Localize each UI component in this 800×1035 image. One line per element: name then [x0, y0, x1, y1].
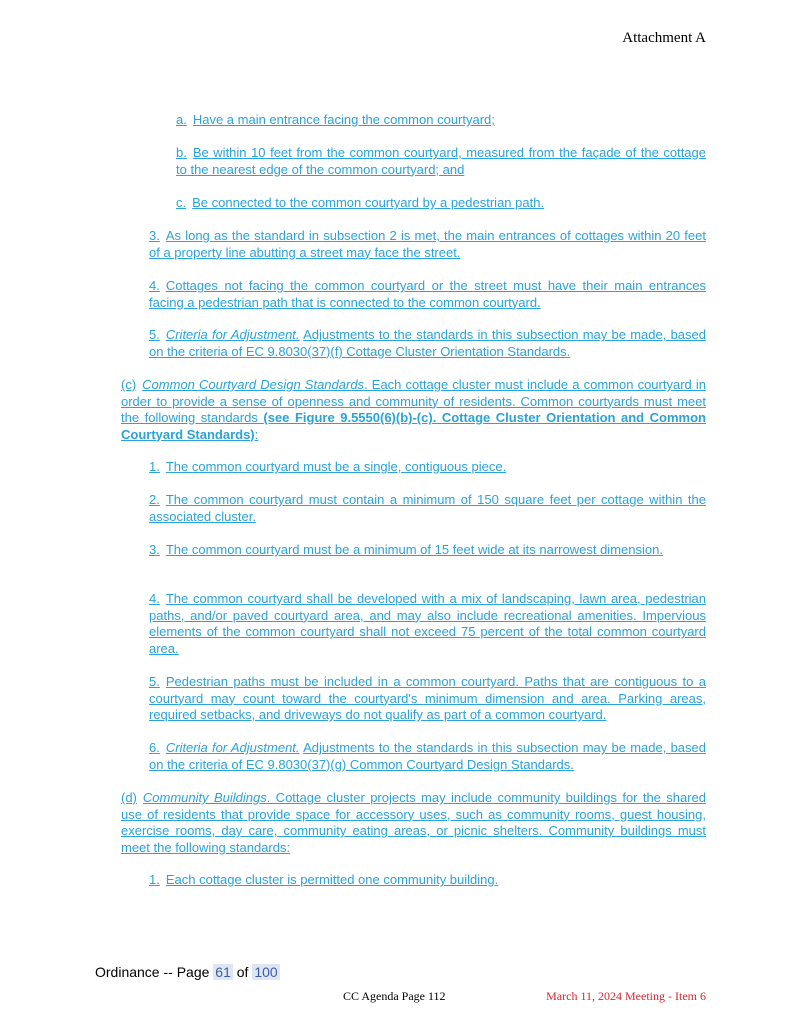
- item-b: [176, 145, 706, 178]
- section-c: [121, 377, 706, 443]
- courtyard-item-4-num: 4.: [149, 591, 160, 606]
- section-d-text: . Cottage cluster projects may include community buildings for the shared use of residents that provide space for accessory uses, such as community rooms, guest housing, exercise rooms, day care, community eating areas, or picnic shelters. Community buildings must meet the following standards:: [121, 790, 707, 855]
- courtyard-item-6-num: 6.: [149, 740, 160, 755]
- section-c-bold: (see Figure 9.5550(6)(b)-(c). Cottage Cluster Orientation and Common Courtyard Standards): [121, 410, 706, 442]
- courtyard-item-3: [149, 542, 706, 559]
- courtyard-item-1-text: The common courtyard must be a single, contiguous piece.: [165, 459, 507, 474]
- section-d-num: (d): [121, 790, 137, 805]
- item-5-text: Adjustments to the standards in this subsection may be made, based on the criteria of EC 9.8030(37)(f) Cottage Cluster Orientation Standards.: [149, 327, 706, 359]
- item-a: [176, 112, 706, 129]
- courtyard-item-6-text: Adjustments to the standards in this subsection may be made, based on the criteria of EC 9.8030(37)(g) Common Courtyard Design Standards.: [149, 740, 706, 772]
- courtyard-item-5-num: 5.: [149, 674, 160, 689]
- page-current: 61: [215, 964, 231, 980]
- item-5: [149, 327, 706, 360]
- item-b-num: b.: [176, 145, 187, 160]
- item-3: [149, 228, 706, 261]
- meeting-item: March 11, 2024 Meeting - Item 6: [546, 989, 706, 1003]
- item-c-num: c.: [176, 195, 187, 210]
- courtyard-item-6: [149, 740, 706, 773]
- courtyard-item-4: [149, 591, 706, 657]
- item-3-num: 3.: [149, 228, 160, 243]
- page-footer-ordinance: [95, 964, 280, 980]
- item-5-num: 5.: [149, 327, 160, 342]
- community-item-1: [149, 872, 706, 889]
- courtyard-item-2-text: The common courtyard must contain a minimum of 150 square feet per cottage within the associated cluster.: [149, 492, 706, 524]
- section-d: [121, 790, 706, 856]
- item-a-text: Have a main entrance facing the common courtyard;: [192, 112, 495, 127]
- agenda-page: CC Agenda Page 112: [343, 989, 446, 1003]
- courtyard-item-4-text: The common courtyard shall be developed with a mix of landscaping, lawn area, pedestrian paths, and/or paved courtyard area, and may also include recreational amenities. Impervious elements of the common courtyard shall not exceed 75 percent of the total common courtyard area.: [149, 591, 706, 656]
- item-3-text: As long as the standard in subsection 2 is met, the main entrances of cottages within 20 feet of a property line abutting a street may face the street.: [149, 228, 706, 260]
- section-c-num: (c): [121, 377, 137, 392]
- item-4: [149, 278, 706, 311]
- community-item-1-num: 1.: [149, 872, 160, 887]
- courtyard-item-6-italic: Criteria for Adjustment.: [165, 740, 300, 755]
- item-b-text: Be within 10 feet from the common courtyard, measured from the façade of the cottage to the nearest edge of the common courtyard; and: [176, 145, 706, 177]
- section-c-text: . Each cottage cluster must include a common courtyard in order to provide a sense of openness and community of residents. Common courtyards must meet the following standards: [121, 377, 706, 425]
- section-c-tail: :: [254, 426, 259, 442]
- item-4-num: 4.: [149, 278, 160, 293]
- courtyard-item-3-num: 3.: [149, 542, 160, 557]
- courtyard-item-3-text: The common courtyard must be a minimum of 15 feet wide at its narrowest dimension.: [165, 542, 663, 557]
- page-total: 100: [254, 964, 278, 980]
- section-c-italic: Common Courtyard Design Standards: [142, 377, 365, 392]
- item-a-num: a.: [176, 112, 187, 127]
- attachment-label: Attachment A: [622, 30, 706, 46]
- item-5-italic: Criteria for Adjustment.: [165, 327, 300, 342]
- courtyard-item-5: [149, 674, 706, 724]
- item-c-text: Be connected to the common courtyard by a pedestrian path.: [192, 195, 545, 210]
- ordinance-label: Ordinance -- Page: [95, 964, 210, 980]
- courtyard-item-2: [149, 492, 706, 525]
- courtyard-item-5-text: Pedestrian paths must be included in a common courtyard. Paths that are contiguous to a courtyard may count toward the courtyard's minimum dimension and area. Parking areas, required setbacks, and driveways do not qualify as part of a common courtyard.: [149, 674, 706, 722]
- of-label: of: [236, 964, 249, 980]
- section-d-italic: Community Buildings: [142, 790, 267, 805]
- courtyard-item-1-num: 1.: [149, 459, 160, 474]
- community-item-1-text: Each cottage cluster is permitted one community building.: [165, 872, 499, 887]
- courtyard-item-2-num: 2.: [149, 492, 160, 507]
- item-c: [176, 195, 706, 212]
- courtyard-item-1: [149, 459, 706, 476]
- item-4-text: Cottages not facing the common courtyard or the street must have their main entrances facing a pedestrian path that is connected to the common courtyard.: [149, 278, 706, 310]
